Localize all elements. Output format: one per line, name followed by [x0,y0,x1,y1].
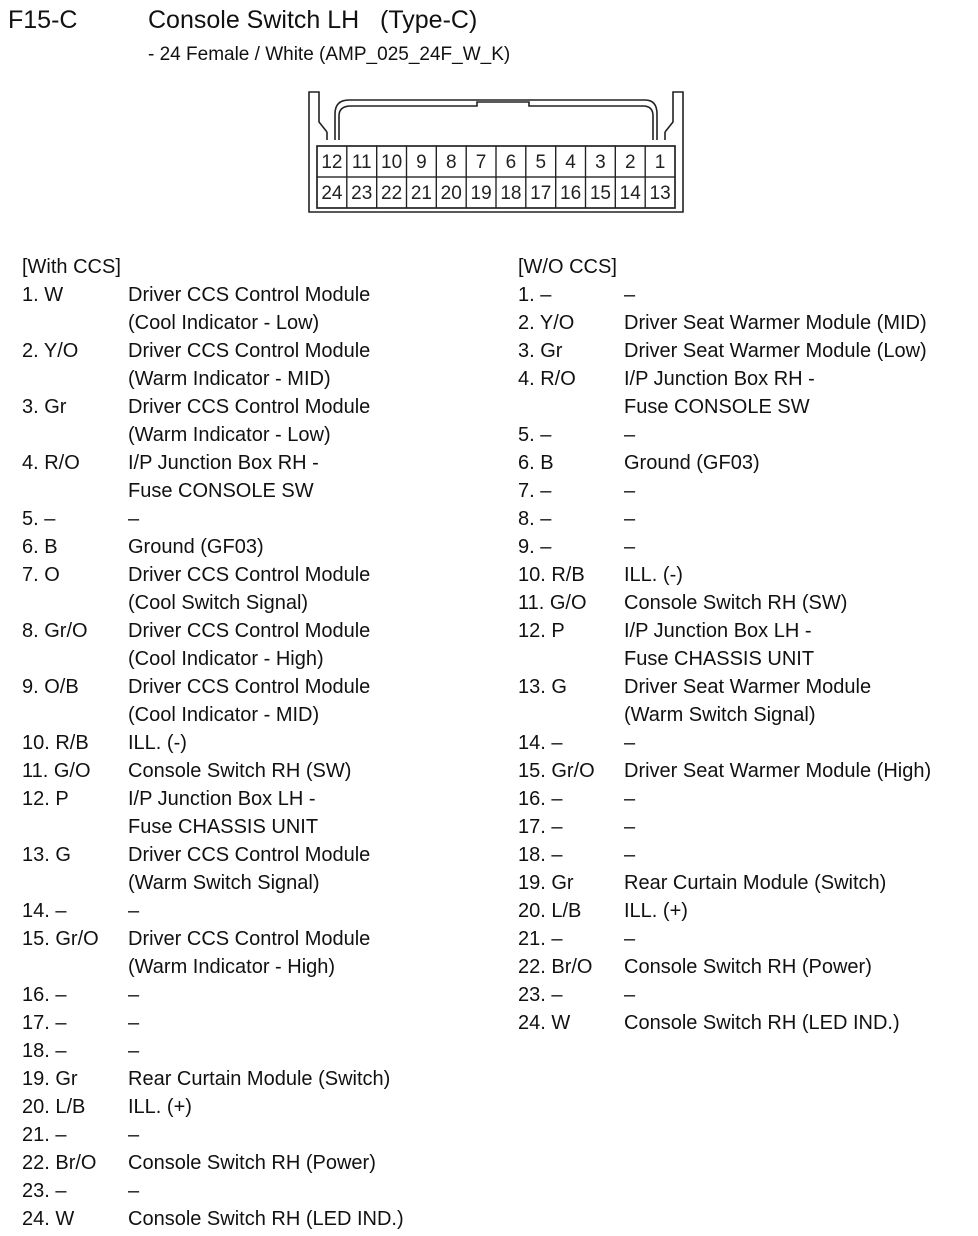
pin-description: ILL. (-) [624,564,683,586]
pin-description: ILL. (+) [624,900,688,922]
pin-wire-id: 1. – [518,284,552,306]
pin-description: – [624,928,636,950]
without-ccs-pin-row [518,729,976,757]
pin-description: Ground (GF03) [128,536,264,558]
without-ccs-pin-row [518,449,976,477]
pin-wire-id: 3. Gr [518,340,563,362]
pin-description: – [128,1124,140,1146]
pin-wire-id: 15. Gr/O [22,928,99,950]
pin-wire-id: 21. – [22,1124,67,1146]
with-ccs-pin-row [22,673,492,729]
pin-wire-id: 23. – [22,1180,67,1202]
pin-number: 21 [410,183,432,204]
without-ccs-pin-row [518,477,976,505]
pin-number: 16 [560,183,582,204]
without-ccs-pin-row [518,757,976,785]
pin-wire-id: 8. – [518,508,552,530]
without-ccs-pin-list [518,281,976,1037]
with-ccs-pin-row [22,729,492,757]
connector-code: F15-C [8,6,78,34]
pin-description: ILL. (+) [128,1096,192,1118]
pin-description: – [624,424,636,446]
pin-wire-id: 8. Gr/O [22,620,88,642]
pin-wire-id: 19. Gr [22,1068,78,1090]
without-ccs-pin-row [518,841,976,869]
with-ccs-pin-row [22,925,492,981]
pin-wire-id: 5. – [22,508,56,530]
pin-number: 15 [589,183,611,204]
pin-description: – [624,536,636,558]
without-ccs-pin-row [518,1009,976,1037]
pin-number: 20 [440,183,462,204]
pin-number: 1 [654,152,666,173]
without-ccs-pin-row [518,869,976,897]
connector-spec: - 24 Female / White (AMP_025_24F_W_K) [148,44,511,65]
pin-number: 18 [500,183,522,204]
pin-wire-id: 15. Gr/O [518,760,595,782]
with-ccs-pin-list [22,281,492,1233]
pin-number: 14 [619,183,641,204]
pin-description: ILL. (-) [128,732,187,754]
pin-wire-id: 7. O [22,564,60,586]
without-ccs-pin-row [518,981,976,1009]
pin-wire-id: 10. R/B [22,732,89,754]
without-ccs-pin-row [518,813,976,841]
pin-number: 22 [381,183,403,204]
without-ccs-pin-row [518,561,976,589]
pin-description: Console Switch RH (SW) [624,592,848,614]
with-ccs-pin-row [22,617,492,673]
pin-description: Driver Seat Warmer Module (MID) [624,312,927,334]
pin-description: Ground (GF03) [624,452,760,474]
with-ccs-pin-row [22,981,492,1009]
pin-description: Driver CCS Control Module (Warm Switch Signal) [128,844,371,894]
with-ccs-pin-row [22,449,492,505]
without-ccs-heading: [W/O CCS] [518,256,617,278]
pin-wire-id: 20. L/B [518,900,582,922]
pin-number: 4 [565,152,576,173]
pin-wire-id: 17. – [518,816,563,838]
without-ccs-pin-row [518,309,976,337]
pin-description: Driver Seat Warmer Module (High) [624,760,932,782]
without-ccs-pin-row [518,785,976,813]
with-ccs-pin-row [22,1065,492,1093]
pin-number: 9 [416,152,427,173]
with-ccs-pin-row [22,1149,492,1177]
pin-description: I/P Junction Box RH - Fuse CONSOLE SW [624,368,815,418]
pin-number: 7 [475,152,487,173]
pin-number: 6 [505,152,517,173]
pin-number: 3 [595,152,606,173]
with-ccs-pin-row [22,1093,492,1121]
with-ccs-pin-row [22,785,492,841]
pin-wire-id: 12. P [22,788,69,810]
pin-wire-id: 2. Y/O [22,340,79,362]
pin-wire-id: 9. O/B [22,676,79,698]
pin-description: – [624,788,636,810]
pin-number: 10 [381,152,403,173]
pin-description: I/P Junction Box RH - Fuse CONSOLE SW [128,452,319,502]
without-ccs-pin-row [518,281,976,309]
pin-description: Driver CCS Control Module (Warm Indicator - High) [128,928,371,978]
pin-description: Console Switch RH (Power) [624,956,872,978]
pin-wire-id: 16. – [518,788,563,810]
with-ccs-pin-row [22,1205,492,1233]
pin-description: Console Switch RH (Power) [128,1152,376,1174]
pin-number: 12 [321,152,343,173]
without-ccs-pin-row [518,365,976,421]
pin-description: – [128,508,140,530]
without-ccs-pin-row [518,897,976,925]
pin-description: Rear Curtain Module (Switch) [128,1068,391,1090]
pin-number: 8 [445,152,457,173]
pin-wire-id: 4. R/O [518,368,576,390]
pin-description: Driver CCS Control Module (Warm Indicator - Low) [128,396,371,446]
pin-wire-id: 4. R/O [22,452,80,474]
pin-wire-id: 22. Br/O [518,956,593,978]
pin-wire-id: 18. – [518,844,563,866]
pin-wire-id: 11. G/O [22,760,91,782]
with-ccs-pin-row [22,393,492,449]
pin-wire-id: 12. P [518,620,565,642]
without-ccs-pin-row [518,337,976,365]
pin-description: Driver CCS Control Module (Cool Indicator - MID) [128,676,371,726]
pin-wire-id: 6. B [22,536,58,558]
with-ccs-pin-row [22,337,492,393]
pin-wire-id: 18. – [22,1040,67,1062]
pin-description: Console Switch RH (SW) [128,760,352,782]
without-ccs-pin-row [518,421,976,449]
pin-description: – [624,508,636,530]
pin-description: Driver CCS Control Module (Cool Indicator - Low) [128,284,371,334]
with-ccs-pin-row [22,533,492,561]
pin-wire-id: 14. – [518,732,563,754]
pin-wire-id: 7. – [518,480,552,502]
with-ccs-pin-row [22,281,492,337]
pin-description: Console Switch RH (LED IND.) [128,1208,404,1230]
pin-number: 5 [535,152,547,173]
with-ccs-pin-row [22,1037,492,1065]
pin-number: 11 [351,152,372,173]
pin-description: – [128,1040,140,1062]
pin-description: – [624,984,636,1006]
without-ccs-pin-row [518,589,976,617]
with-ccs-pin-row [22,1121,492,1149]
pin-wire-id: 10. R/B [518,564,585,586]
pin-description: Driver CCS Control Module (Warm Indicator - MID) [128,340,371,390]
pin-description: – [624,480,636,502]
pin-description: Driver CCS Control Module (Cool Indicator - High) [128,620,371,670]
pin-description: I/P Junction Box LH - Fuse CHASSIS UNIT [128,788,319,838]
with-ccs-pin-row [22,561,492,617]
pin-wire-id: 1. W [22,284,64,306]
pin-wire-id: 13. G [22,844,71,866]
pin-number: 19 [470,183,492,204]
pin-description: Console Switch RH (LED IND.) [624,1012,900,1034]
pin-description: – [624,844,636,866]
pin-wire-id: 16. – [22,984,67,1006]
pin-description: Driver Seat Warmer Module (Warm Switch Signal) [624,676,872,726]
connector-face-diagram [305,90,687,218]
without-ccs-pin-row [518,953,976,981]
pin-description: – [128,1180,140,1202]
without-ccs-pin-row [518,533,976,561]
connector-title: Console Switch LH (Type-C) [148,6,478,34]
pin-wire-id: 14. – [22,900,67,922]
with-ccs-pin-row [22,1009,492,1037]
pin-wire-id: 11. G/O [518,592,587,614]
pin-wire-id: 5. – [518,424,552,446]
pin-description: Driver CCS Control Module (Cool Switch Signal) [128,564,371,614]
pin-wire-id: 6. B [518,452,554,474]
pin-number: 23 [351,183,373,204]
without-ccs-column [518,253,976,1037]
pin-description: – [624,732,636,754]
pin-description: – [128,900,140,922]
with-ccs-pin-row [22,841,492,897]
pin-description: – [128,1012,140,1034]
with-ccs-pin-row [22,757,492,785]
with-ccs-column [22,253,492,1233]
pin-wire-id: 22. Br/O [22,1152,97,1174]
with-ccs-heading: [With CCS] [22,256,121,278]
pin-wire-id: 21. – [518,928,563,950]
pin-wire-id: 3. Gr [22,396,67,418]
pin-wire-id: 20. L/B [22,1096,86,1118]
pin-number: 24 [321,183,343,204]
pin-wire-id: 19. Gr [518,872,574,894]
without-ccs-pin-row [518,617,976,673]
pin-wire-id: 17. – [22,1012,67,1034]
pin-wire-id: 24. W [22,1208,75,1230]
pin-description: – [624,816,636,838]
pin-wire-id: 2. Y/O [518,312,575,334]
pin-wire-id: 24. W [518,1012,571,1034]
with-ccs-pin-row [22,897,492,925]
pin-number: 13 [649,183,671,204]
with-ccs-pin-row [22,1177,492,1205]
pin-number: 2 [624,152,636,173]
pin-description: I/P Junction Box LH - Fuse CHASSIS UNIT [624,620,815,670]
without-ccs-pin-row [518,505,976,533]
pin-wire-id: 23. – [518,984,563,1006]
pin-description: Driver Seat Warmer Module (Low) [624,340,927,362]
pin-description: Rear Curtain Module (Switch) [624,872,887,894]
without-ccs-pin-row [518,673,976,729]
without-ccs-pin-row [518,925,976,953]
pin-wire-id: 9. – [518,536,552,558]
with-ccs-pin-row [22,505,492,533]
pin-description: – [128,984,140,1006]
pin-wire-id: 13. G [518,676,567,698]
pin-number: 17 [530,183,552,204]
pin-description: – [624,284,636,306]
